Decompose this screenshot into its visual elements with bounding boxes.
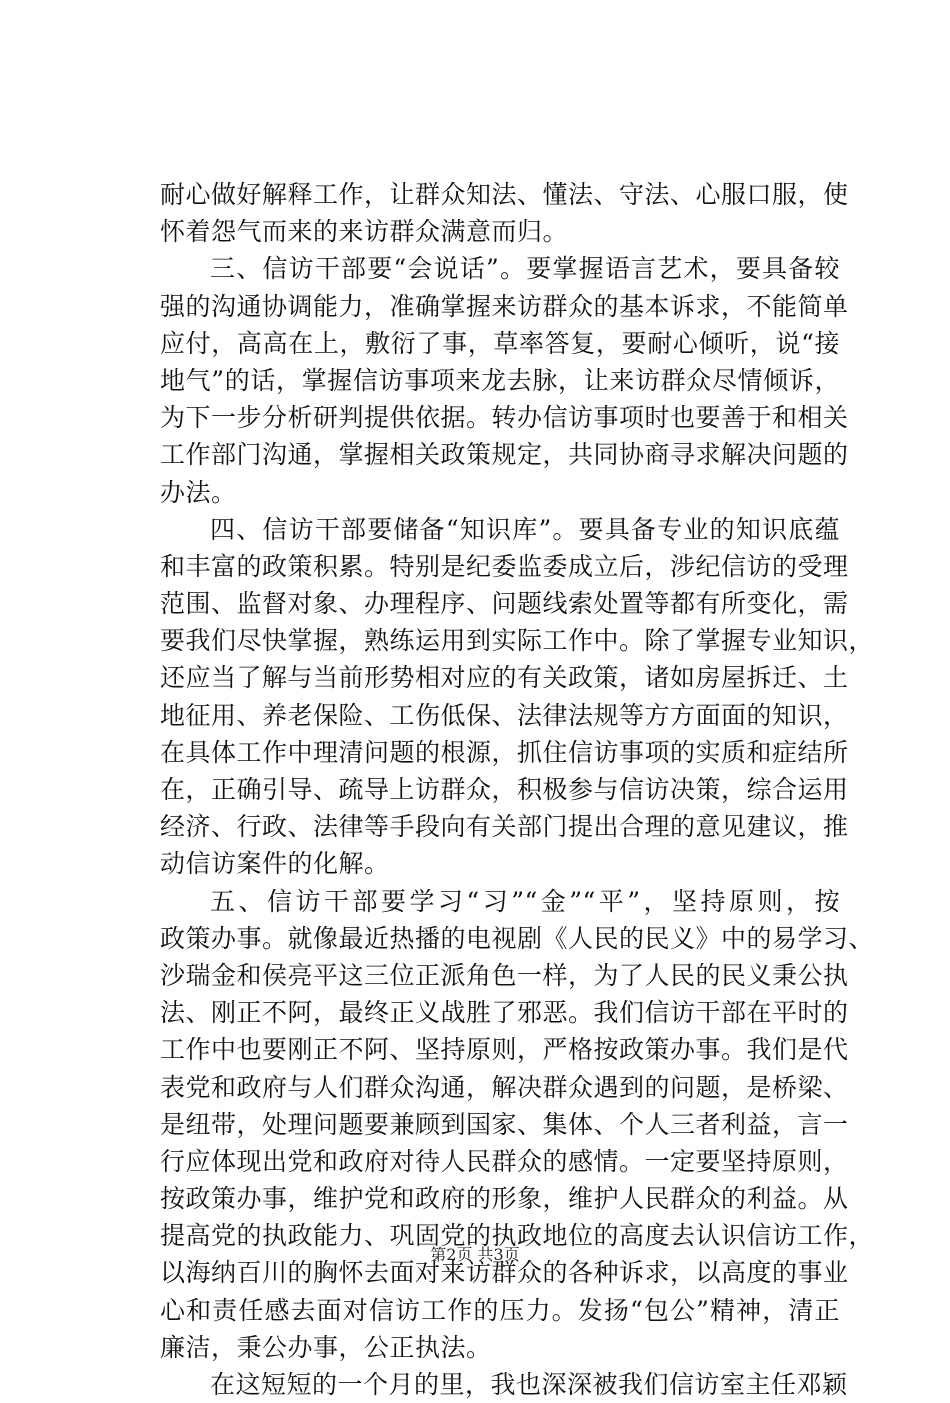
- text-line: 还应当了解与当前形势相对应的有关政策，诸如房屋拆迁、土: [160, 663, 849, 693]
- text-line: 经济、行政、法律等手段向有关部门提出合理的意见建议，推: [160, 812, 849, 842]
- text-line: 廉洁，秉公办事，公正执法。: [160, 1332, 492, 1362]
- body-text: [160, 176, 875, 1403]
- paragraph-start-line: 三、信访干部要“会说话”。要掌握语言艺术，要具备较: [210, 254, 840, 284]
- text-line: 沙瑞金和侯亮平这三位正派角色一样，为了人民的民义秉公执: [160, 960, 849, 990]
- text-line: 在具体工作中理清问题的根源，抓住信访事项的实质和症结所: [160, 737, 849, 767]
- text-line: 以海纳百川的胸怀去面对来访群众的各种诉求，以高度的事业: [160, 1258, 849, 1288]
- paragraph-start-line: 四、信访干部要储备“知识库”。要具备专业的知识底蕴: [210, 514, 840, 544]
- paragraph-start-line: 在这短短的一个月的里，我也深深被我们信访室主任邓颖: [210, 1370, 848, 1399]
- text-line: 工作部门沟通，掌握相关政策规定，共同协商寻求解决问题的: [160, 440, 849, 470]
- text-line: 和丰富的政策积累。特别是纪委监委成立后，涉纪信访的受理: [160, 551, 849, 581]
- text-line: 动信访案件的化解。: [160, 849, 390, 879]
- text-line: 应付，高高在上，敷衍了事，草率答复，要耐心倾听，说“接: [160, 328, 840, 358]
- text-line: 要我们尽快掌握，熟练运用到实际工作中。除了掌握专业知识，: [160, 626, 875, 656]
- text-line: 地征用、养老保险、工伤低保、法律法规等方方面面的知识，: [160, 700, 849, 730]
- text-line: 表党和政府与人们群众沟通，解决群众遇到的问题，是桥梁、: [160, 1072, 849, 1102]
- text-line: 在，正确引导、疏导上访群众，积极参与信访决策，综合运用: [160, 775, 849, 804]
- text-line: 心和责任感去面对信访工作的压力。发扬“包公”精神，清正: [160, 1295, 840, 1325]
- page-footer: 第2页 共3页: [430, 1245, 520, 1264]
- text-line: 行应体现出党和政府对待人民群众的感情。一定要坚持原则，: [160, 1146, 849, 1176]
- paragraph-start-line: 五、信访干部要学习“习”“金”“平”，坚持原则，按: [210, 886, 840, 916]
- text-line: 耐心做好解释工作，让群众知法、懂法、守法、心服口服，使: [160, 180, 849, 209]
- text-line: 是纽带，处理问题要兼顾到国家、集体、个人三者利益，言一: [160, 1109, 849, 1139]
- text-line: 办法。: [160, 477, 237, 507]
- text-line: 政策办事。就像最近热播的电视剧《人民的民义》中的易学习、: [160, 923, 875, 953]
- text-line: 为下一步分析研判提供依据。转办信访事项时也要善于和相关: [160, 403, 849, 433]
- text-line: 怀着怨气而来的来访群众满意而归。: [160, 217, 569, 247]
- text-line: 强的沟通协调能力，准确掌握来访群众的基本诉求，不能简单: [160, 291, 849, 321]
- text-line: 地气”的话，掌握信访事项来龙去脉，让来访群众尽情倾诉，: [160, 365, 840, 395]
- text-line: 工作中也要刚正不阿、坚持原则，严格按政策办事。我们是代: [160, 1035, 849, 1065]
- text-line: 范围、监督对象、办理程序、问题线索处置等都有所变化，需: [160, 589, 849, 619]
- text-line: 法、刚正不阿，最终正义战胜了邪恶。我们信访干部在平时的: [160, 998, 849, 1028]
- text-line: 提高党的执政能力、巩固党的执政地位的高度去认识信访工作，: [160, 1221, 875, 1251]
- text-line: 按政策办事，维护党和政府的形象，维护人民群众的利益。从: [160, 1184, 849, 1214]
